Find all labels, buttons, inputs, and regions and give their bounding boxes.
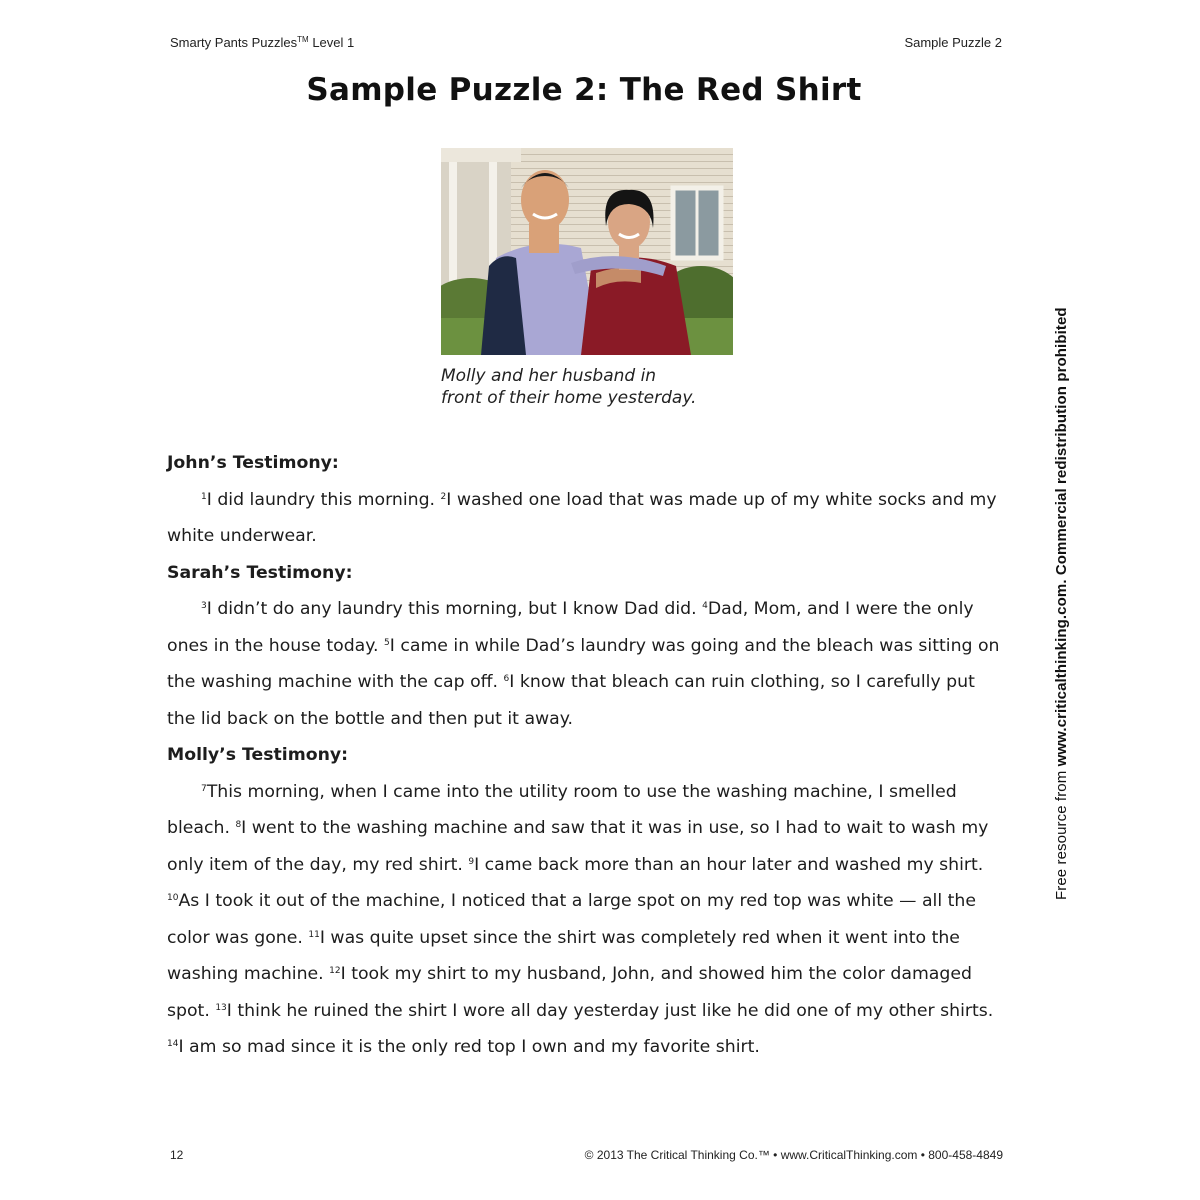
- caption-line-1: Molly and her husband in: [441, 366, 657, 386]
- sentence-1: I did laundry this morning.: [206, 489, 441, 510]
- molly-heading: Molly’s Testimony:: [167, 745, 349, 765]
- running-header-left: [170, 35, 354, 50]
- photo-caption: [441, 365, 771, 409]
- john-heading: John’s Testimony:: [167, 453, 339, 473]
- john-paragraph: $^1$I did laundry this morning. $^2$I washed one load that was made up of my white socks and my white underwear.: [167, 489, 997, 546]
- notice-url[interactable]: www.criticalthinking.com: [1053, 583, 1070, 767]
- caption-line-2: front of their home yesterday.: [441, 388, 697, 408]
- sentence-7: This morning, when I came into the utility room to use the washing machine, I smelled bleach.: [167, 781, 957, 838]
- sentence-13: I think he ruined the shirt I wore all day yesterday just like he did one of my other shirts.: [226, 1000, 994, 1021]
- running-header-right: Sample Puzzle 2: [904, 35, 1002, 50]
- sentence-6: I know that bleach can ruin clothing, so I carefully put the lid back on the bottle and then put it away.: [167, 672, 975, 729]
- series-name: Smarty Pants Puzzles: [170, 35, 298, 50]
- sentence-10: As I took it out of the machine, I noticed that a large spot on my red top was white — all the color was gone.: [167, 891, 976, 948]
- sentence-9: I came back more than an hour later and washed my shirt.: [474, 854, 984, 875]
- sentence-5: I came in while Dad’s laundry was going and the bleach was sitting on the washing machine with the cap off.: [167, 635, 1000, 692]
- sentence-8: I went to the washing machine and saw that it was in use, so I had to wait to wash my only item of the day, my red shirt.: [167, 818, 989, 875]
- couple-photo: [441, 148, 733, 355]
- notice-suffix: . Commercial redistribution prohibited: [1053, 307, 1070, 584]
- sarah-paragraph: $^3$I didn’t do any laundry this morning, but I know Dad did. $^4$Dad, Mom, and I were the only ones in the house today. $^5$I came in while Dad’s laundry was going and the bleach was sitting on the washing machine with the cap off. $^6$I know that bleach can ruin clothing, so I carefully put the lid back on the bottle and then put it away.: [167, 599, 1000, 729]
- footer-copyright: © 2013 The Critical Thinking Co.™ • www.CriticalThinking.com • 800-458-4849: [584, 1148, 1003, 1162]
- page-number: 12: [170, 1148, 184, 1162]
- level-label: Level 1: [308, 35, 355, 50]
- trademark-mark: TM: [297, 35, 309, 44]
- sentence-11: I was quite upset since the shirt was completely red when it went into the washing machine.: [167, 927, 960, 984]
- vertical-resource-notice: [1053, 307, 1070, 900]
- sentence-12: I took my shirt to my husband, John, and showed him the color damaged spot.: [167, 964, 972, 1021]
- molly-paragraph: $^7$This morning, when I came into the utility room to use the washing machine, I smelled bleach. $^8$I went to the washing machine and saw that it was in use, so I had to wait to wash my only item of the day, my red shirt. $^9$I came back more than an hour later and washed my shirt. $^{10}$As I took it out of the machine, I noticed that a large spot on my red top was white — all the color was gone. $^{11}$I was quite upset since the shirt was completely red when it went into the washing machine. $^{12}$I took my shirt to my husband, John, and showed him the color damaged spot. $^{13}$I think he ruined the shirt I wore all day yesterday just like he did one of my other shirts. $^{14}$I am so mad since it is the only red top I own and my favorite shirt.: [167, 781, 994, 1057]
- page-title: Sample Puzzle 2: The Red Shirt: [306, 72, 862, 108]
- testimony-body: [167, 445, 1007, 1066]
- sentence-14: I am so mad since it is the only red top I own and my favorite shirt.: [178, 1037, 760, 1057]
- sarah-heading: Sarah’s Testimony:: [167, 562, 353, 583]
- sentence-4: Dad, Mom, and I were the only ones in the house today.: [167, 599, 974, 656]
- notice-prefix: Free resource from: [1053, 766, 1070, 900]
- sentence-3: I didn’t do any laundry this morning, but I know Dad did.: [206, 599, 703, 619]
- sentence-2: I washed one load that was made up of my white socks and my white underwear.: [167, 489, 997, 546]
